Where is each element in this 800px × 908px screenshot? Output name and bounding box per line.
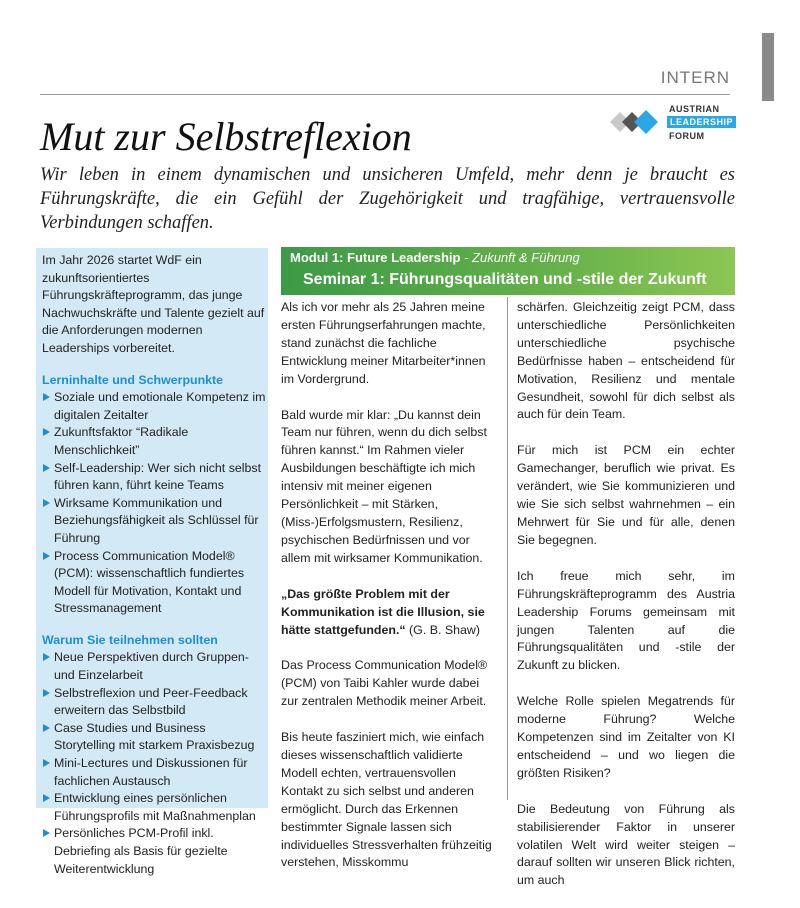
section-label: INTERN bbox=[660, 68, 730, 87]
column-divider bbox=[507, 297, 508, 800]
article-title: Mut zur Selbstreflexion bbox=[40, 114, 412, 159]
logo-text-forum: FORUM bbox=[669, 131, 705, 141]
paragraph: Als ich vor mehr als 25 Jahren meine ersten Führungserfahrungen machte, stand zunächst die fachliche Entwicklung meiner Mitarbeiter*innen im Vordergrund. bbox=[281, 300, 486, 386]
logo-diamonds-icon bbox=[596, 102, 666, 142]
article-subtitle: Wir leben in einem dynamischen und unsicheren Umfeld, mehr denn je braucht es Führungskräfte, die ein Gefühl der Zugehörigkeit und tragfähige, vertrauensvolle Verbindungen schaffen. bbox=[40, 165, 735, 233]
page-edge-marker bbox=[762, 33, 774, 101]
learning-list bbox=[42, 389, 268, 618]
paragraph: Für mich ist PCM ein echter Gamechanger, beruflich wie privat. Es verändert, wie Sie kommunizieren und wie Sie sich selbst wahrnehmen – ein Mehrwert für Sie und für alle, denen Sie begegnen. bbox=[517, 443, 735, 547]
benefits-list bbox=[42, 649, 268, 878]
logo-text-leadership: LEADERSHIP bbox=[667, 116, 736, 128]
module-title: Modul 1: Future Leadership bbox=[290, 250, 461, 265]
paragraph: Welche Rolle spielen Megatrends für moderne Führung? Welche Kompetenzen sind im Zeitalter von KI entscheidend – und wo liegen die größten Risiken? bbox=[517, 694, 735, 780]
list-item: Selbstreflexion und Peer-Feedback erweitern das Selbstbild bbox=[42, 685, 268, 720]
austrian-leadership-forum-logo bbox=[596, 102, 746, 148]
logo-text-austrian: AUSTRIAN bbox=[669, 104, 720, 114]
list-item: Zukunftsfaktor “Radikale Menschlichkeit” bbox=[42, 424, 268, 459]
sidebar-intro: Im Jahr 2026 startet WdF ein zukunftsorientiertes Führungskräfteprogramm, das junge Nachwuchskräfte und Talente gezielt auf die Anforderungen modernen Leaderships vorbereitet. bbox=[42, 253, 265, 355]
list-item: Soziale und emotionale Kompetenz im digitalen Zeitalter bbox=[42, 389, 268, 424]
list-item: Entwicklung eines persönlichen Führungsprofils mit Maßnahmenplan bbox=[42, 790, 268, 825]
quote-author: (G. B. Shaw) bbox=[405, 622, 480, 637]
quote-text: „Das größte Problem mit der Kommunikation ist die Illusion, sie hätte stattgefunden.“ bbox=[281, 586, 485, 637]
list-item: Neue Perspektiven durch Gruppen- und Einzelarbeit bbox=[42, 649, 268, 684]
paragraph: Bald wurde mir klar: „Du kannst dein Team nur führen, wenn du dich selbst führen kannst.“ Im Rahmen vieler Ausbildungen beschäftigte ich mich intensiv mit meiner eigenen Persönlichkeit – mit Stärken, (Miss-)Erfolgsmustern, Resilienz, psychischen Bedürfnissen und vor allem mit wirksamer Kommunikation. bbox=[281, 407, 487, 565]
sidebar-heading-why: Warum Sie teilnehmen sollten bbox=[42, 632, 218, 647]
list-item: Wirksame Kommunikation und Beziehungsfähigkeit als Schlüssel für Führung bbox=[42, 495, 268, 548]
header-rule bbox=[40, 94, 730, 95]
paragraph: Das Process Communication Model® (PCM) von Taibi Kahler wurde dabei zur zentralen Methodik meiner Arbeit. bbox=[281, 658, 488, 709]
list-item: Persönliches PCM-Profil inkl. Debriefing als Basis für gezielte Weiterentwicklung bbox=[42, 825, 268, 878]
paragraph: Die Bedeutung von Führung als stabilisierender Faktor in unserer volatilen Welt wird weiter steigen – darauf sollten wir unseren Blick richten, um auch bbox=[517, 801, 735, 888]
program-info-sidebar bbox=[36, 248, 268, 876]
list-item: Process Communication Model® (PCM): wissenschaftlich fundiertes Modell für Motivation, Kontakt und Stressmanagement bbox=[42, 548, 268, 618]
module-subtitle: - Zukunft & Führung bbox=[460, 250, 580, 265]
paragraph: Ich freue mich sehr, im Führungskräfteprogramm des Austria Leadership Forums gemeinsam mit jungen Talenten auf die Führungsqualitäten und -stile der Zukunft zu blicken. bbox=[517, 568, 735, 673]
body-column-1 bbox=[281, 299, 499, 890]
paragraph: Bis heute fasziniert mich, wie einfach dieses wissenschaftlich validierte Modell echten, vertrauensvollen Kontakt zu sich selbst und anderen ermöglicht. Durch das Erkennen bestimmter Signale lassen sich individuelles Stressverhalten frühzeitig verstehen, Misskommu bbox=[281, 730, 492, 870]
list-item: Self-Leadership: Wer sich nicht selbst führen kann, führt keine Teams bbox=[42, 460, 268, 495]
module-label bbox=[290, 250, 580, 265]
paragraph: schärfen. Gleichzeitig zeigt PCM, dass unterschiedliche Persönlichkeiten unterschiedliche psychische Bedürfnisse haben – entscheidend für Motivation, Resilienz und mentale Gesundheit, sowohl für dich selbst als auch für dein Team. bbox=[517, 300, 735, 422]
pull-quote bbox=[281, 586, 499, 640]
seminar-title: Seminar 1: Führungsqualitäten und -stile der Zukunft bbox=[303, 271, 707, 288]
list-item: Case Studies und Business Storytelling mit starkem Praxisbezug bbox=[42, 720, 268, 755]
sidebar-heading-learning: Lerninhalte und Schwerpunkte bbox=[42, 372, 224, 387]
module-header bbox=[281, 247, 735, 295]
list-item: Mini-Lectures und Diskussionen für fachlichen Austausch bbox=[42, 755, 268, 790]
body-column-2 bbox=[517, 299, 735, 908]
